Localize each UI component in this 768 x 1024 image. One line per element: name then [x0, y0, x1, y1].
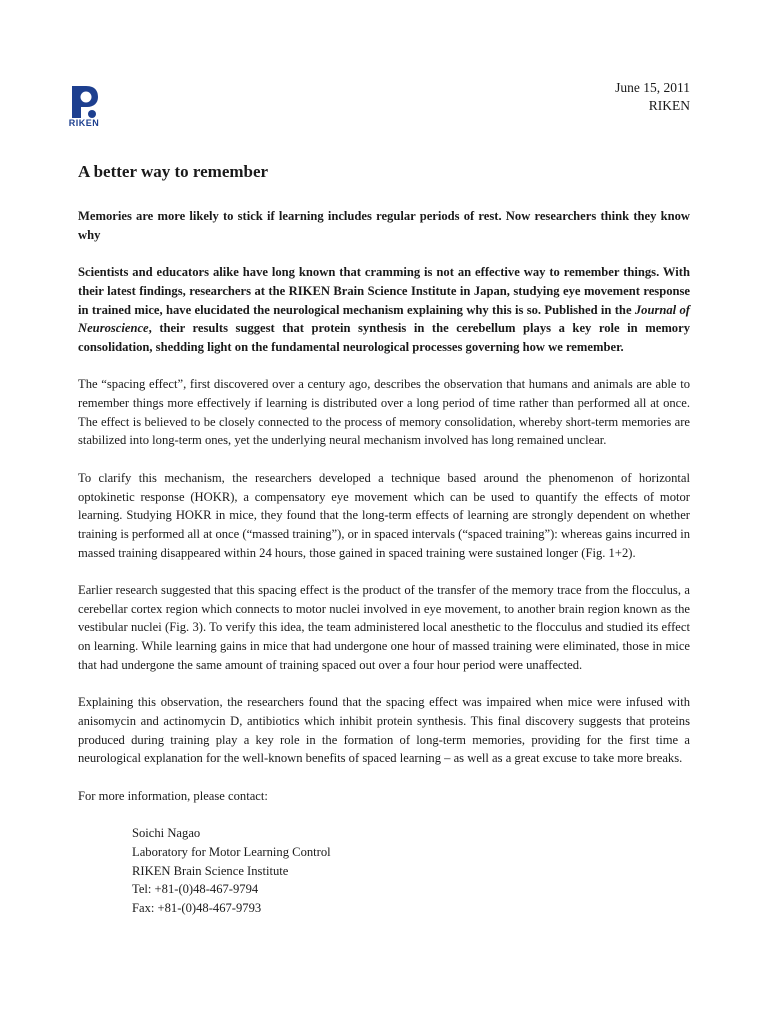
paragraph-spacing-effect: The “spacing effect”, first discovered over a century ago, describes the observation that humans and animals are able to remember things more effectively if learning is distributed over a long period of time rather than performed all at once. The effect is believed to be closely connected to the process of memory consolidation, whereby short-term memories are stabilized into long-term ones, yet the underlying neural mechanism involved has long remained unclear. — [78, 377, 690, 448]
paragraph-protein-synthesis: Explaining this observation, the researchers found that the spacing effect was impaired when mice were infused with anisomycin and actinomycin D, antibiotics which inhibit protein synthesis. This final discovery suggests that proteins produced during training play a key role in the formation of long-term memories, providing for the first time a neurological explanation for the well-known benefits of spaced learning – as well as a great excuse to take more breaks. — [78, 695, 690, 766]
paragraph-hokr: To clarify this mechanism, the researchers developed a technique based around the phenomenon of horizontal optokinetic response (HOKR), a compensatory eye movement which can be used to quantify the effects of motor learning. Studying HOKR in mice, they found that the long-term effects of learning are strongly dependent on whether training is performed all at once (“massed training”), or in spaced intervals (“spaced training”): whereas gains incurred in massed training disappeared within 24 hours, those gained in spaced training were sustained longer (Fig. 1+2). — [78, 470, 690, 560]
contact-block — [132, 824, 690, 918]
riken-logo — [64, 80, 104, 132]
lead-paragraph — [78, 263, 690, 357]
release-org: RIKEN — [648, 98, 690, 113]
contact-fax: Fax: +81-(0)48-467-9793 — [132, 900, 262, 915]
date-block — [615, 79, 690, 115]
contact-lab: Laboratory for Motor Learning Control — [132, 844, 331, 859]
riken-logo-icon — [64, 80, 104, 120]
contact-tel: Tel: +81-(0)48-467-9794 — [132, 882, 259, 897]
page-title: A better way to remember — [78, 162, 269, 181]
lead-text-1: Scientists and educators alike have long known that cramming is not an effective way to remember things. With their latest findings, researchers at the RIKEN Brain Science Institute in Japan, studying eye movement response in trained mice, have elucidated the neurological mechanism explaining why this is so. Published in the — [78, 265, 690, 317]
journal-name: Journal of Neuroscience — [78, 302, 690, 336]
contact-intro: For more information, please contact: — [78, 788, 268, 803]
release-date: June 15, 2011 — [615, 80, 690, 95]
contact-institute: RIKEN Brain Science Institute — [132, 863, 289, 878]
paragraph-flocculus: Earlier research suggested that this spacing effect is the product of the transfer of the memory trace from the flocculus, a cerebellar cortex region which connects to motor nuclei involved in eye movement, to another brain region known as the vestibular nuclei (Fig. 3). To verify this idea, the team administered local anesthetic to the flocculus and studied its effect on learning. While learning gains in mice that had undergone one hour of massed training were eliminated, those in mice that had undergone the same amount of training spaced out over a four hour period were unaffected. — [78, 583, 690, 672]
lead-text-2: , their results suggest that protein synthesis in the cerebellum plays a key role in memory consolidation, shedding light on the fundamental neurological processes governing how we remember. — [78, 321, 690, 354]
logo-text: RIKEN — [68, 118, 100, 128]
article-body — [78, 207, 690, 918]
contact-name: Soichi Nagao — [132, 826, 201, 841]
subtitle: Memories are more likely to stick if learning includes regular periods of rest. Now researchers think they know why — [78, 209, 690, 242]
